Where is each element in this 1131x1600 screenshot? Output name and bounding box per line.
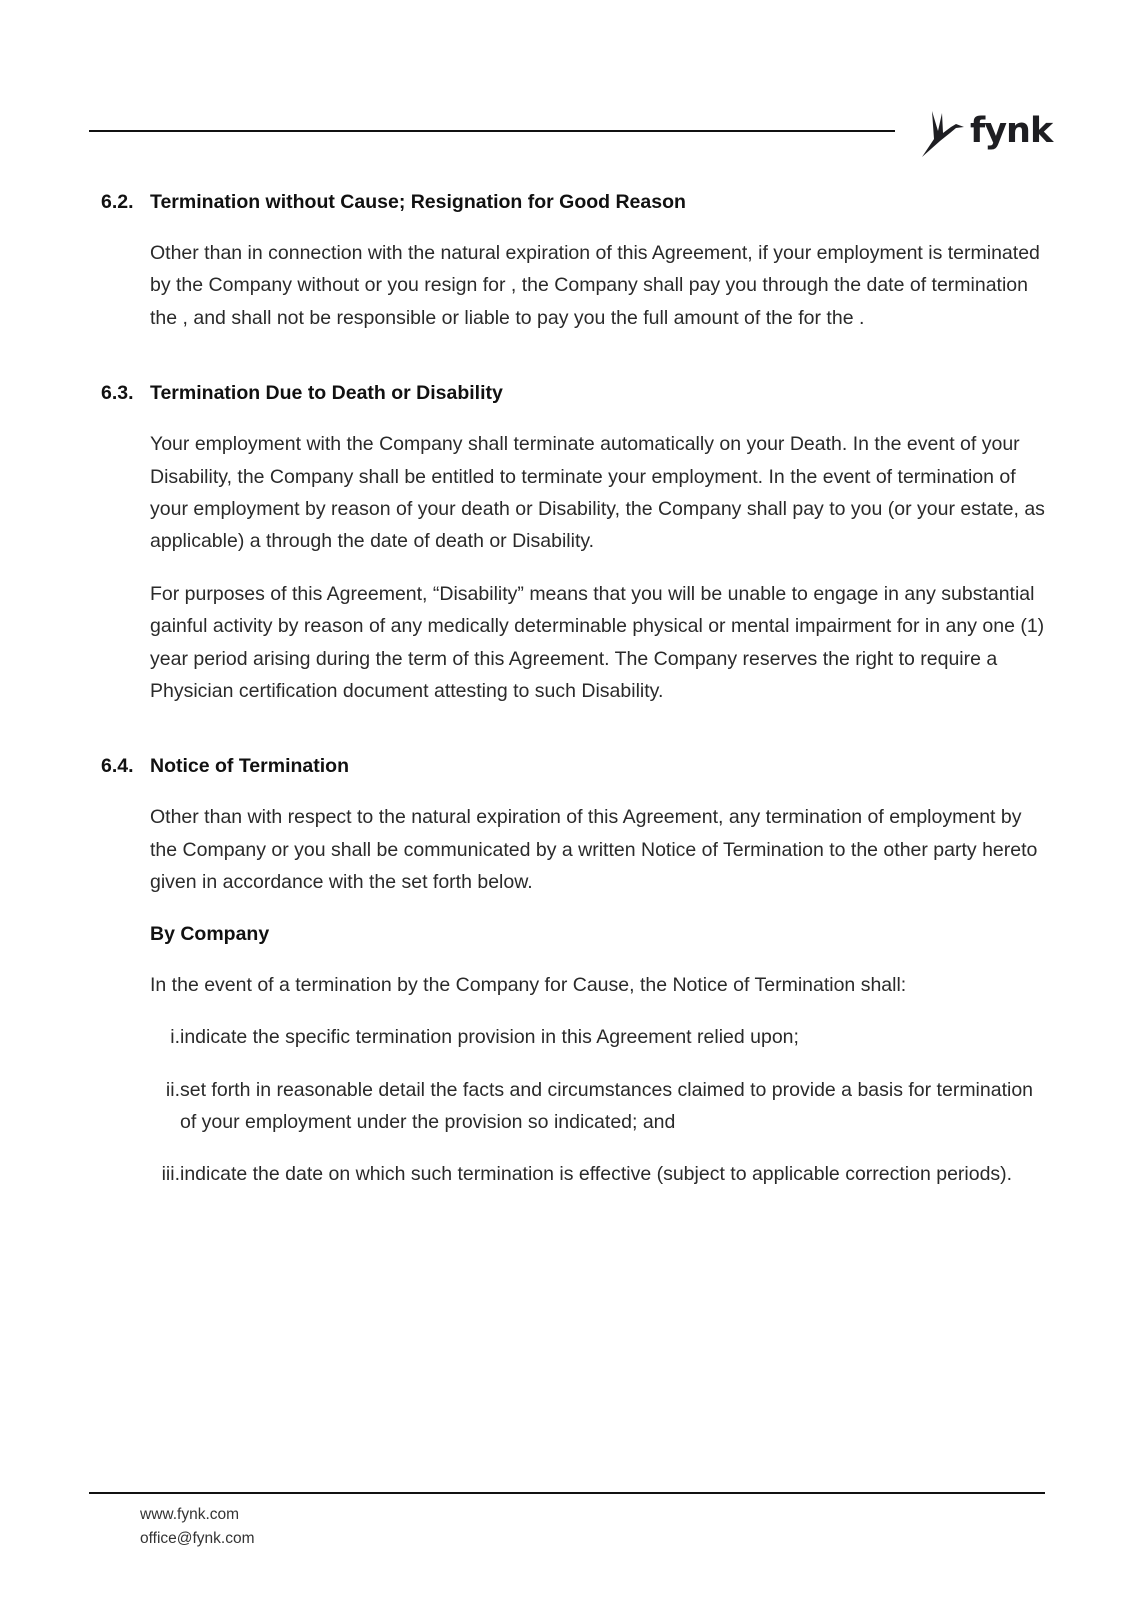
section-title: Notice of Termination xyxy=(150,755,349,778)
section-title: Termination without Cause; Resignation for Good Reason xyxy=(150,191,686,213)
paragraph: Other than in connection with the natural expiration of this Agreement, if your employment is terminated by the Company without or you resign for , the Company shall pay you through the date of termination the , and shall not be responsible or liable to pay you the full amount of the for the . xyxy=(150,242,1040,329)
section-number: 6.4. xyxy=(101,755,134,778)
footer-divider xyxy=(89,1492,1045,1494)
footer-website: www.fynk.com xyxy=(140,1506,240,1523)
paragraph: Your employment with the Company shall terminate automatically on your Death. In the event of your Disability, the Company shall be entitled to terminate your employment. In the event of termination of your employment by reason of your death or Disability, the Company shall pay to you (or your estate, as applicable) a through the date of death or Disability. xyxy=(150,433,1045,553)
list-item xyxy=(150,1074,1051,1139)
subheading: By Company xyxy=(150,922,270,945)
section-number: 6.3. xyxy=(101,382,134,405)
section-heading xyxy=(101,751,1051,781)
list-intro: In the event of a termination by the Company for Cause, the Notice of Termination shall: xyxy=(150,973,907,996)
document-body xyxy=(101,187,1051,1235)
numbered-list xyxy=(150,1021,1051,1191)
section-6-2 xyxy=(101,187,1051,334)
brand-logo xyxy=(920,104,1052,160)
section-6-4 xyxy=(101,751,1051,1190)
section-heading xyxy=(101,378,1051,408)
list-item xyxy=(150,1021,1051,1053)
header-divider xyxy=(89,130,895,132)
list-item-text: indicate the date on which such termination is effective (subject to applicable correction periods). xyxy=(180,1163,1013,1186)
list-item-text: set forth in reasonable detail the facts and circumstances claimed to provide a basis for termination of your employment under the provision so indicated; and xyxy=(180,1078,1034,1133)
list-item xyxy=(150,1158,1051,1190)
bird-logo-icon xyxy=(920,105,966,159)
list-item-number: ii. xyxy=(165,1078,180,1101)
section-6-3 xyxy=(101,378,1051,707)
brand-name: fynk xyxy=(970,111,1053,151)
paragraph: Other than with respect to the natural expiration of this Agreement, any termination of employment by the Company or you shall be communicated by a written Notice of Termination to the other party hereto given in accordance with the set forth below. xyxy=(150,806,1038,894)
list-item-number: i. xyxy=(170,1026,180,1049)
list-item-number: iii. xyxy=(161,1163,180,1186)
section-title: Termination Due to Death or Disability xyxy=(150,382,503,405)
footer-email: office@fynk.com xyxy=(140,1530,255,1547)
section-heading xyxy=(101,187,1051,217)
list-item-text: indicate the specific termination provision in this Agreement relied upon; xyxy=(180,1026,799,1049)
section-number: 6.2. xyxy=(101,191,134,213)
paragraph: For purposes of this Agreement, “Disability” means that you will be unable to engage in any substantial gainful activity by reason of any medically determinable physical or mental impairment for in any one (1) year period arising during the term of this Agreement. The Company reserves the right to require a Physician certification document attesting to such Disability. xyxy=(150,582,1045,703)
footer xyxy=(140,1503,255,1551)
